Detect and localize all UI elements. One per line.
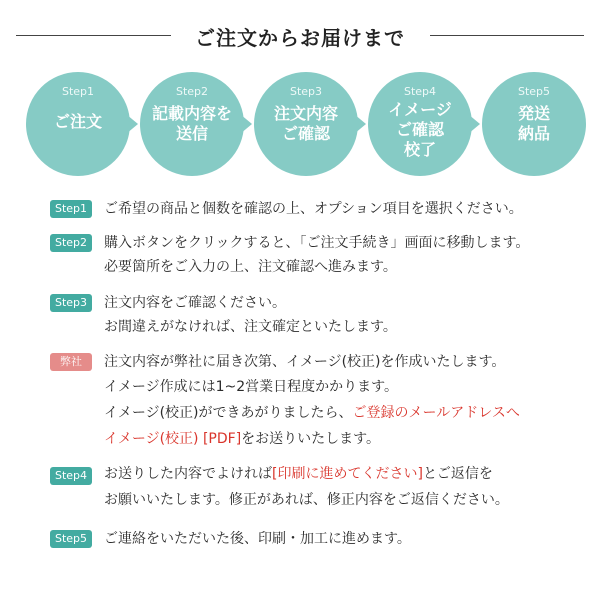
highlight-text: ご登録のメールアドレスへ	[352, 405, 520, 421]
step-badge: Step5	[50, 530, 92, 548]
step-number: Step1	[61, 85, 95, 98]
detail-line: 購入ボタンをクリックすると、「ご注文手続き」画面に移動します。	[104, 235, 530, 251]
detail-text: とご返信を	[422, 466, 493, 482]
step-number: Step3	[289, 85, 323, 98]
step-label: 記載内容を 送信	[151, 104, 232, 143]
detail-line: イメージ作成には1~2営業日程度かかります。	[104, 379, 399, 395]
company-badge: 弊社	[50, 353, 92, 371]
detail-text: お送りした内容でよければ	[104, 466, 272, 482]
step-label: 注文内容 ご確認	[273, 104, 338, 143]
detail-line	[104, 430, 380, 448]
step-label: 発送 納品	[517, 104, 550, 143]
detail-line: 注文内容が弊社に届き次第、イメージ(校正)を作成いたします。	[104, 354, 506, 370]
detail-text: イメージ(校正)ができあがりましたら、	[104, 405, 353, 421]
step-badge: Step4	[50, 467, 92, 485]
step-number: Step5	[517, 85, 551, 98]
detail-line: 必要箇所をご入力の上、注文確認へ進みます。	[104, 259, 397, 275]
step-label: ご注文	[53, 112, 102, 131]
detail-line	[104, 404, 520, 422]
highlight-text: [印刷に進めてください]	[272, 466, 423, 482]
step-number: Step2	[175, 85, 209, 98]
detail-line: ご連絡をいただいた後、印刷・加工に進めます。	[104, 531, 411, 547]
step-label: イメージ ご確認 校了	[388, 100, 452, 159]
detail-line: お間違えがなければ、注文確定といたします。	[104, 319, 397, 335]
detail-line	[104, 465, 493, 483]
step-badge: Step2	[50, 234, 92, 252]
page-title: ご注文からお届けまで	[195, 26, 405, 50]
step-badge: Step1	[50, 200, 92, 218]
step-badge: Step3	[50, 294, 92, 312]
highlight-text: イメージ(校正) [PDF]	[104, 431, 242, 447]
detail-line: お願いいたします。修正があれば、修正内容をご返信ください。	[104, 492, 509, 508]
detail-line: 注文内容をご確認ください。	[104, 295, 286, 311]
step-number: Step4	[403, 85, 437, 98]
detail-line: ご希望の商品と個数を確認の上、オプション項目を選択ください。	[104, 201, 523, 217]
detail-text: をお送りいたします。	[241, 431, 381, 447]
